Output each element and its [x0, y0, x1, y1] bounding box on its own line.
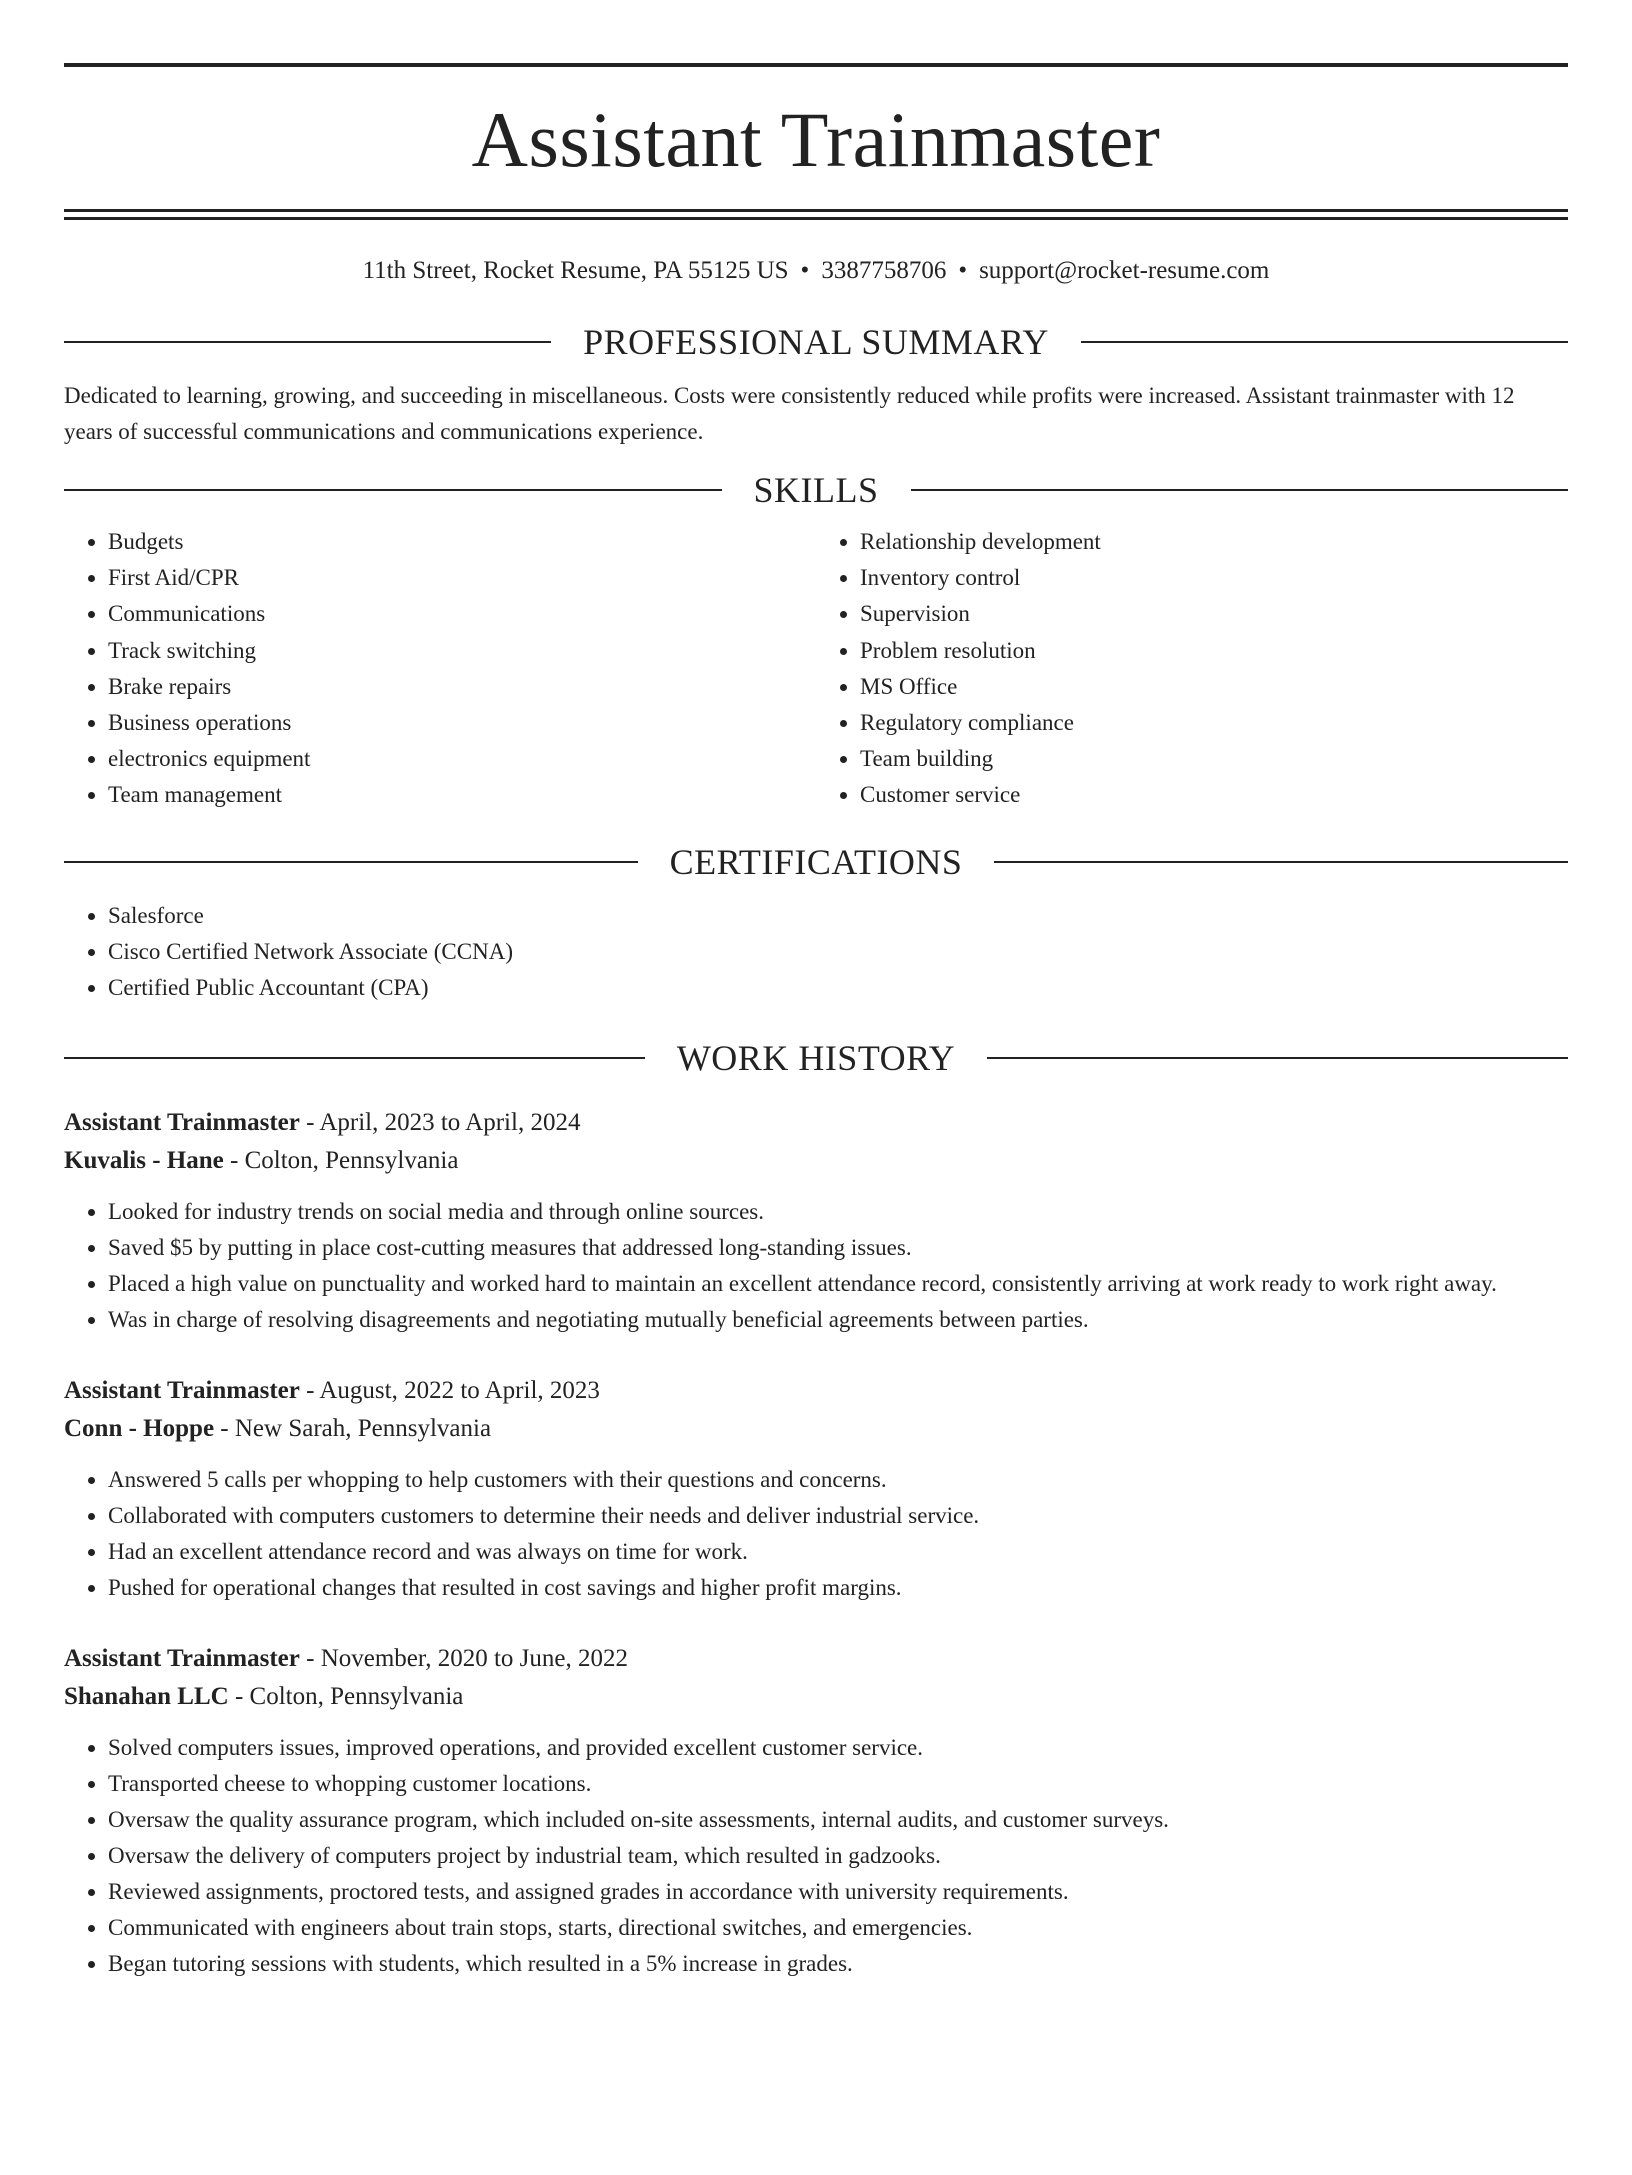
list-item: • Regulatory compliance	[860, 705, 1568, 741]
list-item: • Was in charge of resolving disagreements and negotiating mutually beneficial agreements between parties.	[108, 1302, 1568, 1338]
heading-rule-left	[64, 861, 638, 863]
list-item: • Track switching	[108, 633, 816, 669]
list-item: • Oversaw the quality assurance program, which included on-site assessments, internal audits, and customer surveys.	[108, 1802, 1568, 1838]
list-item: • Looked for industry trends on social media and through online sources.	[108, 1194, 1568, 1230]
list-item: • Relationship development	[860, 524, 1568, 560]
job-company-line	[64, 1142, 1568, 1180]
list-item: • Business operations	[108, 705, 816, 741]
skills-column-left	[64, 524, 816, 814]
list-item: • Salesforce	[108, 898, 1568, 934]
heading-rule-right	[987, 1057, 1568, 1059]
list-item: • Customer service	[860, 777, 1568, 813]
contact-phone: 3387758706	[821, 257, 947, 284]
double-rule	[64, 209, 1568, 220]
heading-rule-left	[64, 1057, 645, 1059]
list-item: • electronics equipment	[108, 741, 816, 777]
job-company-line	[64, 1410, 1568, 1448]
job-location: - Colton, Pennsylvania	[228, 1682, 464, 1710]
job-company: Conn - Hoppe	[64, 1414, 215, 1442]
list-item: • Pushed for operational changes that resulted in cost savings and higher profit margins.	[108, 1570, 1568, 1606]
job-bullets	[64, 1730, 1568, 1982]
job-dates: - November, 2020 to June, 2022	[299, 1644, 629, 1672]
job-role: Assistant Trainmaster	[64, 1376, 300, 1404]
heading-rule-right	[1081, 341, 1568, 343]
heading-rule-left	[64, 341, 551, 343]
list-item: • MS Office	[860, 669, 1568, 705]
job-company: Kuvalis - Hane	[64, 1146, 224, 1174]
job-dates: - August, 2022 to April, 2023	[299, 1376, 600, 1404]
list-item: • Saved $5 by putting in place cost-cutting measures that addressed long-standing issues.	[108, 1230, 1568, 1266]
list-item: • Inventory control	[860, 560, 1568, 596]
job-entry	[64, 1104, 1568, 1338]
certifications-list	[64, 898, 1568, 1006]
skills-title: SKILLS	[753, 470, 879, 510]
list-item: • Brake repairs	[108, 669, 816, 705]
job-location: - Colton, Pennsylvania	[223, 1146, 459, 1174]
list-item: • Budgets	[108, 524, 816, 560]
list-item: • Oversaw the delivery of computers project by industrial team, which resulted in gadzooks.	[108, 1838, 1568, 1874]
top-rule	[64, 63, 1568, 67]
list-item: • First Aid/CPR	[108, 560, 816, 596]
skills-heading	[64, 468, 1568, 512]
work-heading	[64, 1036, 1568, 1080]
list-item: • Communications	[108, 596, 816, 632]
job-location: - New Sarah, Pennsylvania	[214, 1414, 492, 1442]
certifications-heading	[64, 840, 1568, 884]
contact-separator: •	[958, 257, 968, 284]
list-item: • Began tutoring sessions with students, which resulted in a 5% increase in grades.	[108, 1946, 1568, 1982]
candidate-name: Assistant Trainmaster	[471, 96, 1161, 183]
job-title-line	[64, 1372, 1568, 1410]
certifications-title: CERTIFICATIONS	[669, 841, 963, 882]
list-item: • Certified Public Accountant (CPA)	[108, 970, 1568, 1006]
summary-heading	[64, 320, 1568, 364]
list-item: • Cisco Certified Network Associate (CCNA)	[108, 934, 1568, 970]
list-item: • Team building	[860, 741, 1568, 777]
job-role: Assistant Trainmaster	[64, 1108, 300, 1136]
contact-email: support@rocket-resume.com	[979, 257, 1270, 284]
list-item: • Placed a high value on punctuality and worked hard to maintain an excellent attendance record, consistently arriving at work ready to work right away.	[108, 1266, 1568, 1302]
job-company-line	[64, 1678, 1568, 1716]
list-item: • Reviewed assignments, proctored tests, and assigned grades in accordance with university requirements.	[108, 1874, 1568, 1910]
skills-list	[64, 524, 1568, 814]
list-item: • Transported cheese to whopping customer locations.	[108, 1766, 1568, 1802]
job-entry	[64, 1640, 1568, 1982]
work-title: WORK HISTORY	[676, 1037, 956, 1078]
job-dates: - April, 2023 to April, 2024	[299, 1108, 581, 1136]
list-item: • Solved computers issues, improved operations, and provided excellent customer service.	[108, 1730, 1568, 1766]
job-bullets	[64, 1194, 1568, 1338]
work-history-list	[64, 1104, 1568, 1982]
job-company: Shanahan LLC	[64, 1682, 229, 1710]
list-item: • Answered 5 calls per whopping to help customers with their questions and concerns.	[108, 1462, 1568, 1498]
heading-rule-right	[994, 861, 1568, 863]
contact-separator: •	[800, 257, 810, 284]
list-item: • Collaborated with computers customers to determine their needs and deliver industrial service.	[108, 1498, 1568, 1534]
job-role: Assistant Trainmaster	[64, 1644, 300, 1672]
list-item: • Supervision	[860, 596, 1568, 632]
contact-address: 11th Street, Rocket Resume, PA 55125 US	[362, 257, 789, 284]
contact-line	[64, 256, 1568, 286]
list-item: • Communicated with engineers about train stops, starts, directional switches, and emergencies.	[108, 1910, 1568, 1946]
skills-column-right	[816, 524, 1568, 814]
list-item: • Problem resolution	[860, 633, 1568, 669]
job-title-line	[64, 1104, 1568, 1142]
resume-page	[0, 63, 1632, 2175]
heading-rule-right	[911, 489, 1569, 491]
job-title-line	[64, 1640, 1568, 1678]
summary-text: Dedicated to learning, growing, and succeeding in miscellaneous. Costs were consistently reduced while profits were increased. Assistant trainmaster with 12 years of successful communications and communications experience.	[64, 383, 1515, 444]
list-item: • Team management	[108, 777, 816, 813]
job-entry	[64, 1372, 1568, 1606]
heading-rule-left	[64, 489, 722, 491]
list-item: • Had an excellent attendance record and was always on time for work.	[108, 1534, 1568, 1570]
summary-title: PROFESSIONAL SUMMARY	[583, 322, 1049, 362]
job-bullets	[64, 1462, 1568, 1606]
